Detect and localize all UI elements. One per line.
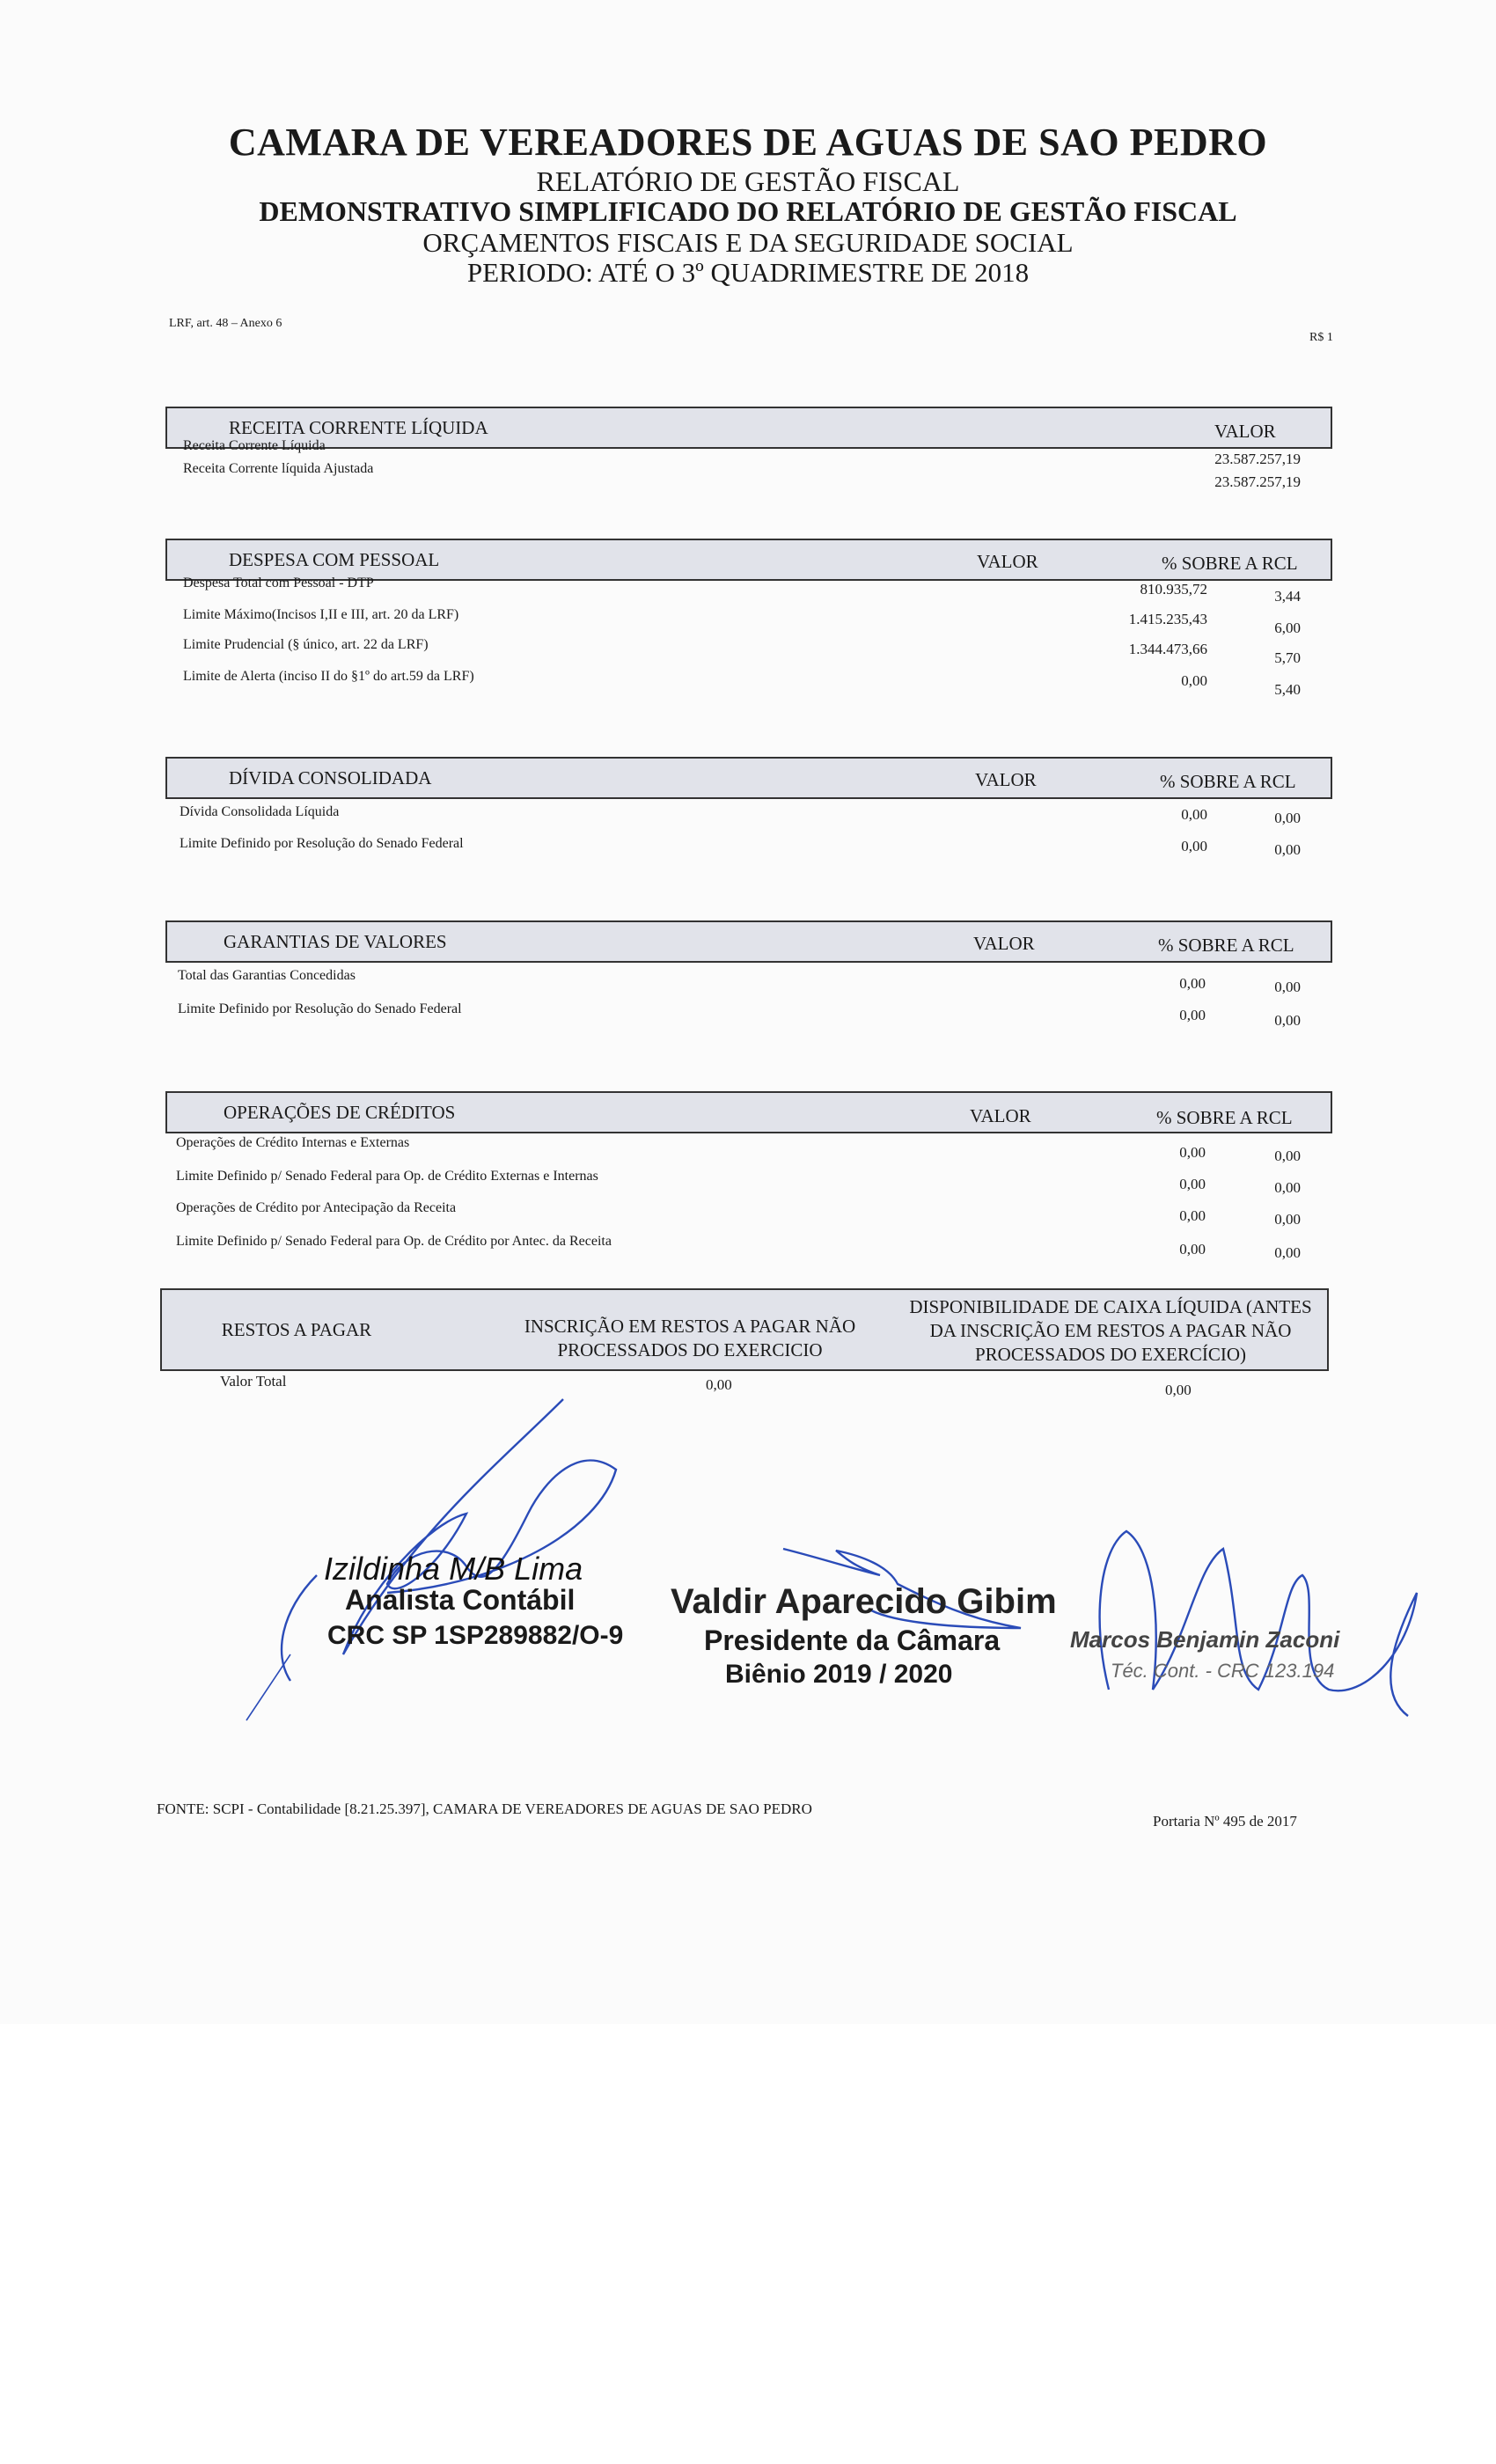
operacoes-header xyxy=(165,1091,1332,1133)
rcl-header xyxy=(165,407,1332,449)
restos-title: RESTOS A PAGAR xyxy=(221,1319,372,1340)
restos-col-inscricao: INSCRIÇÃO EM RESTOS A PAGAR NÃO PROCESSADOS DO EXERCICIO xyxy=(524,1316,856,1360)
rcl-row-label: Receita Corrente líquida Ajustada xyxy=(183,461,374,476)
operacoes-row-value: 0,00 xyxy=(1179,1241,1206,1258)
divida-row-value: 0,00 xyxy=(1181,838,1207,854)
operacoes-row-value: 0,00 xyxy=(1179,1144,1206,1161)
pessoal-row-label: Limite de Alerta (inciso II do §1º do art.59 da LRF) xyxy=(183,669,474,684)
signature-3-name: Marcos Benjamin Zaconi xyxy=(1070,1626,1340,1653)
divida-row-pct: 0,00 xyxy=(1274,810,1301,826)
pessoal-title: DESPESA COM PESSOAL xyxy=(229,549,440,570)
signature-2-name: Valdir Aparecido Gibim xyxy=(671,1582,1057,1621)
operacoes-row-label: Operações de Crédito Internas e Externas xyxy=(176,1135,410,1150)
pessoal-row-label: Limite Prudencial (§ único, art. 22 da LRF) xyxy=(183,637,429,652)
operacoes-row-label: Operações de Crédito por Antecipação da Receita xyxy=(176,1200,457,1215)
orcamentos-subtitle: ORÇAMENTOS FISCAIS E DA SEGURIDADE SOCIAL xyxy=(422,227,1074,258)
restos-inscricao-value: 0,00 xyxy=(706,1376,732,1393)
divida-row-value: 0,00 xyxy=(1181,806,1207,823)
restos-col-disponibilidade: DISPONIBILIDADE DE CAIXA LÍQUIDA (ANTES DA INSCRIÇÃO EM RESTOS A PAGAR NÃO PROCESSADOS DO EXERCÍCIO) xyxy=(909,1296,1312,1365)
operacoes-row-label: Limite Definido p/ Senado Federal para Op. de Crédito Externas e Internas xyxy=(176,1169,598,1184)
garantias-row-value: 0,00 xyxy=(1179,975,1206,992)
restos-header xyxy=(160,1288,1329,1371)
footer-portaria: Portaria Nº 495 de 2017 xyxy=(1153,1813,1297,1830)
signature-3-scribble xyxy=(1056,1514,1426,1734)
divida-col-pct: % SOBRE A RCL xyxy=(1160,771,1296,792)
garantias-section xyxy=(165,920,1332,1029)
signature-2-role: Presidente da Câmara xyxy=(704,1624,1001,1656)
signature-1-role: Analista Contábil xyxy=(345,1584,576,1616)
signature-1-crc: CRC SP 1SP289882/O-9 xyxy=(327,1621,624,1650)
rcl-title: RECEITA CORRENTE LÍQUIDA xyxy=(229,417,488,438)
divida-col-valor: VALOR xyxy=(975,769,1037,790)
garantias-col-pct: % SOBRE A RCL xyxy=(1158,935,1294,956)
signature-2-term: Biênio 2019 / 2020 xyxy=(725,1660,953,1689)
pessoal-row-label: Despesa Total com Pessoal - DTP xyxy=(183,576,374,590)
operacoes-row-label: Limite Definido p/ Senado Federal para Op. de Crédito por Antec. da Receita xyxy=(176,1234,612,1249)
pessoal-row-pct: 5,70 xyxy=(1274,649,1301,666)
pessoal-row-pct: 3,44 xyxy=(1274,588,1301,605)
restos-row-label: Valor Total xyxy=(220,1373,287,1390)
operacoes-row-pct: 0,00 xyxy=(1274,1211,1301,1228)
lrf-reference: LRF, art. 48 – Anexo 6 xyxy=(169,317,282,330)
rcl-col-valor: VALOR xyxy=(1214,421,1276,442)
garantias-row-value: 0,00 xyxy=(1179,1007,1206,1023)
pessoal-row-value: 1.344.473,66 xyxy=(1128,641,1207,657)
rcl-row-value: 23.587.257,19 xyxy=(1214,451,1301,467)
garantias-row-pct: 0,00 xyxy=(1274,1012,1301,1029)
rcl-row-value: 23.587.257,19 xyxy=(1214,473,1301,490)
demonstrativo-title: DEMONSTRATIVO SIMPLIFICADO DO RELATÓRIO DE GESTÃO FISCAL xyxy=(259,195,1237,227)
restos-section xyxy=(160,1288,1329,1398)
garantias-row-label: Limite Definido por Resolução do Senado Federal xyxy=(178,1001,462,1016)
pessoal-section xyxy=(165,539,1332,698)
divida-title: DÍVIDA CONSOLIDADA xyxy=(229,767,432,788)
pessoal-row-value: 0,00 xyxy=(1181,672,1207,689)
divida-section xyxy=(165,757,1332,858)
garantias-row-pct: 0,00 xyxy=(1274,979,1301,995)
garantias-title: GARANTIAS DE VALORES xyxy=(224,931,447,952)
operacoes-row-pct: 0,00 xyxy=(1274,1148,1301,1164)
pessoal-header xyxy=(165,539,1332,581)
signature-3-role: Téc. Cont. - CRC 123.194 xyxy=(1111,1660,1335,1682)
divida-row-pct: 0,00 xyxy=(1274,841,1301,858)
garantias-header xyxy=(165,920,1332,963)
period-subtitle: PERIODO: ATÉ O 3º QUADRIMESTRE DE 2018 xyxy=(466,257,1030,288)
garantias-col-valor: VALOR xyxy=(973,933,1035,954)
pessoal-row-value: 810.935,72 xyxy=(1140,581,1207,598)
garantias-row-label: Total das Garantias Concedidas xyxy=(178,968,356,983)
operacoes-row-value: 0,00 xyxy=(1179,1207,1206,1224)
operacoes-col-valor: VALOR xyxy=(970,1105,1031,1126)
operacoes-row-pct: 0,00 xyxy=(1274,1179,1301,1196)
pessoal-col-pct: % SOBRE A RCL xyxy=(1162,553,1298,574)
operacoes-row-pct: 0,00 xyxy=(1274,1244,1301,1261)
restos-disponibilidade-value: 0,00 xyxy=(1165,1382,1192,1398)
divida-row-label: Limite Definido por Resolução do Senado Federal xyxy=(180,836,464,851)
signature-1-name: Izildinha M/B Lima xyxy=(324,1551,583,1587)
pessoal-row-pct: 6,00 xyxy=(1274,620,1301,636)
report-subtitle: RELATÓRIO DE GESTÃO FISCAL xyxy=(536,165,960,197)
rcl-section xyxy=(165,407,1332,490)
divida-row-label: Dívida Consolidada Líquida xyxy=(180,804,340,819)
pessoal-row-pct: 5,40 xyxy=(1274,681,1301,698)
divida-header xyxy=(165,757,1332,799)
footer-source: FONTE: SCPI - Contabilidade [8.21.25.397], CAMARA DE VEREADORES DE AGUAS DE SAO PEDRO xyxy=(157,1800,812,1817)
pessoal-row-value: 1.415.235,43 xyxy=(1128,611,1207,627)
pessoal-col-valor: VALOR xyxy=(977,551,1038,572)
operacoes-col-pct: % SOBRE A RCL xyxy=(1156,1107,1293,1128)
currency-unit: R$ 1 xyxy=(1309,331,1333,344)
operacoes-title: OPERAÇÕES DE CRÉDITOS xyxy=(224,1102,456,1123)
operacoes-row-value: 0,00 xyxy=(1179,1176,1206,1192)
pessoal-row-label: Limite Máximo(Incisos I,II e III, art. 20 da LRF) xyxy=(183,607,459,622)
rcl-row-label: Receita Corrente Líquida xyxy=(183,438,326,453)
institution-title: CAMARA DE VEREADORES DE AGUAS DE SAO PEDRO xyxy=(228,121,1268,164)
operacoes-section xyxy=(165,1091,1332,1261)
